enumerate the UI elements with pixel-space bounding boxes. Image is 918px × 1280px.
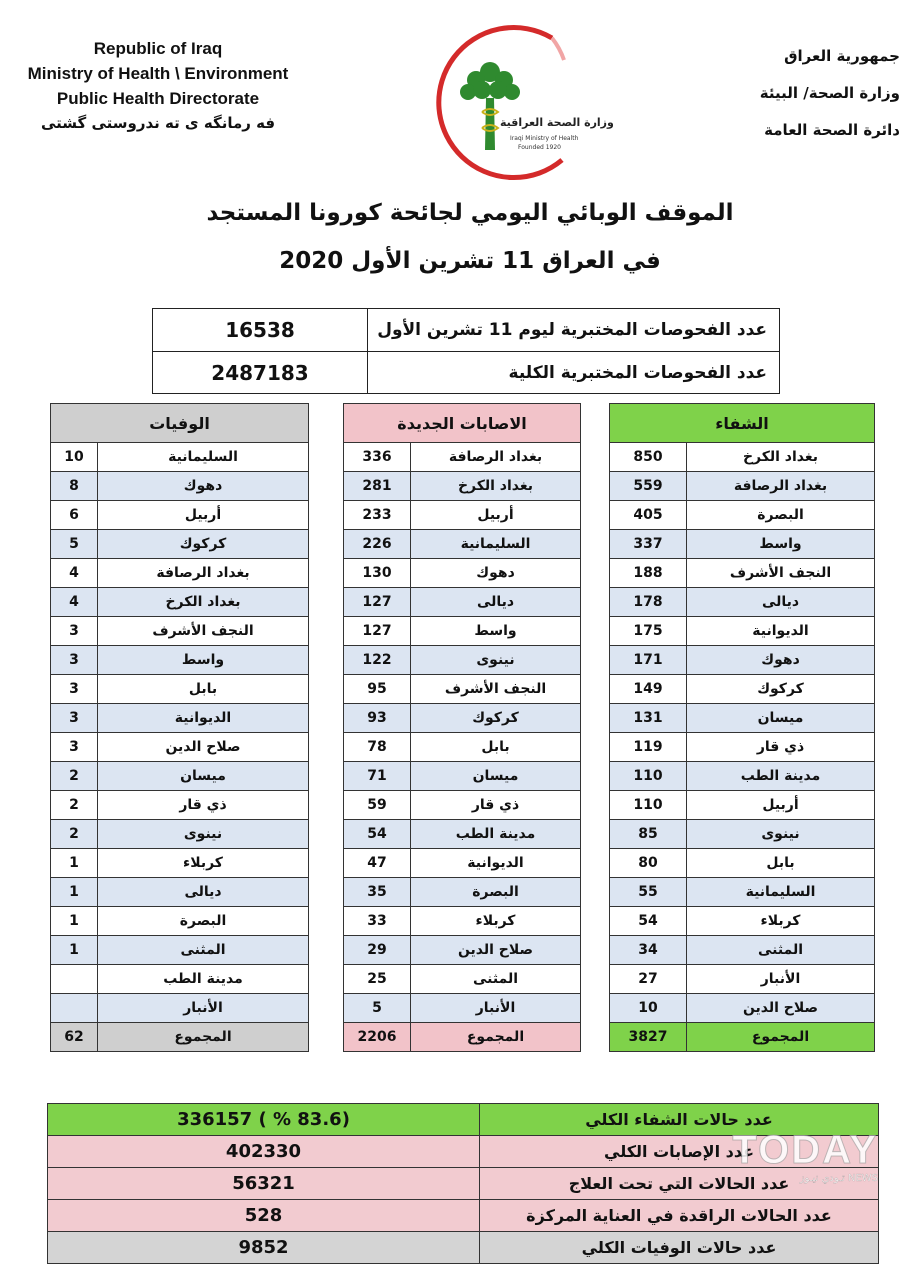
table-row bbox=[344, 472, 581, 501]
total-label: المجموع bbox=[687, 1023, 875, 1052]
summary-label: عدد حالات الوفيات الكلي bbox=[479, 1232, 878, 1263]
row-value: 5 bbox=[51, 530, 98, 559]
row-governorate: بغداد الكرخ bbox=[98, 588, 309, 617]
table-row bbox=[51, 965, 309, 994]
row-governorate: كركوك bbox=[687, 675, 875, 704]
header-en-line-3: Public Health Directorate bbox=[56, 89, 260, 108]
table-row bbox=[344, 762, 581, 791]
row-governorate: بغداد الرصافة bbox=[687, 472, 875, 501]
total-value: 3827 bbox=[610, 1023, 687, 1052]
row-governorate: النجف الأشرف bbox=[98, 617, 309, 646]
new-cases-table bbox=[343, 403, 581, 1052]
row-value: 71 bbox=[344, 762, 411, 791]
watermark-brand: TODAY bbox=[732, 1128, 878, 1172]
row-governorate: نينوى bbox=[98, 820, 309, 849]
row-value: 27 bbox=[610, 965, 687, 994]
row-value: 5 bbox=[344, 994, 411, 1023]
table-row bbox=[344, 733, 581, 762]
recovered-table-title: الشفاء bbox=[610, 404, 875, 443]
total-label: المجموع bbox=[411, 1023, 581, 1052]
row-governorate: دهوك bbox=[98, 472, 309, 501]
row-governorate: صلاح الدين bbox=[98, 733, 309, 762]
deaths-table-title: الوفيات bbox=[51, 404, 309, 443]
table-row bbox=[610, 530, 875, 559]
row-value: 178 bbox=[610, 588, 687, 617]
table-row bbox=[344, 530, 581, 559]
row-governorate: بغداد الرصافة bbox=[411, 443, 581, 472]
row-value: 3 bbox=[51, 704, 98, 733]
row-governorate: واسط bbox=[411, 617, 581, 646]
row-governorate: السليمانية bbox=[687, 878, 875, 907]
row-value: 1 bbox=[51, 878, 98, 907]
table-row bbox=[51, 791, 309, 820]
logo-text: وزارة الصحة العراقية bbox=[500, 116, 614, 129]
daily-tests-row bbox=[153, 309, 779, 351]
row-value: 34 bbox=[610, 936, 687, 965]
row-governorate: دهوك bbox=[687, 646, 875, 675]
total-tests-value: 2487183 bbox=[211, 361, 309, 385]
row-value bbox=[51, 965, 98, 994]
row-governorate: المثنى bbox=[687, 936, 875, 965]
table-row bbox=[344, 936, 581, 965]
table-row bbox=[344, 907, 581, 936]
row-governorate: بغداد الكرخ bbox=[411, 472, 581, 501]
header-ar-line-2: وزارة الصحة/ البيئة bbox=[759, 84, 900, 102]
summary-value: 528 bbox=[244, 1205, 283, 1226]
total-label: المجموع bbox=[98, 1023, 309, 1052]
row-value: 233 bbox=[344, 501, 411, 530]
arabic-header bbox=[680, 38, 900, 149]
row-governorate: النجف الأشرف bbox=[411, 675, 581, 704]
logo-subtext: Iraqi Ministry of Health bbox=[510, 135, 579, 142]
table-row bbox=[344, 849, 581, 878]
row-governorate: ذي قار bbox=[98, 791, 309, 820]
row-value: 78 bbox=[344, 733, 411, 762]
row-value: 119 bbox=[610, 733, 687, 762]
row-governorate: الأنبار bbox=[98, 994, 309, 1023]
row-value: 127 bbox=[344, 588, 411, 617]
table-row bbox=[610, 994, 875, 1023]
deaths-table bbox=[50, 403, 309, 1052]
page-title: الموقف الوبائي اليومي لجائحة كورونا المستجد bbox=[206, 200, 734, 226]
table-row bbox=[51, 704, 309, 733]
row-governorate: بابل bbox=[687, 849, 875, 878]
row-governorate: السليمانية bbox=[98, 443, 309, 472]
total-tests-row bbox=[153, 351, 779, 394]
table-row bbox=[51, 994, 309, 1023]
table-row bbox=[51, 559, 309, 588]
row-value: 54 bbox=[610, 907, 687, 936]
row-value: 127 bbox=[344, 617, 411, 646]
row-value: 2 bbox=[51, 762, 98, 791]
table-row bbox=[344, 994, 581, 1023]
logo-year: Founded 1920 bbox=[518, 144, 561, 151]
total-value: 62 bbox=[51, 1023, 98, 1052]
row-governorate: أربيل bbox=[687, 791, 875, 820]
table-row bbox=[51, 443, 309, 472]
row-governorate: المثنى bbox=[98, 936, 309, 965]
row-value: 59 bbox=[344, 791, 411, 820]
table-row bbox=[344, 617, 581, 646]
row-value: 3 bbox=[51, 733, 98, 762]
row-governorate: ديالى bbox=[687, 588, 875, 617]
summary-label: عدد الحالات الراقدة في العناية المركزة bbox=[479, 1200, 878, 1231]
summary-row bbox=[48, 1231, 878, 1263]
summary-value: 9852 bbox=[238, 1237, 289, 1258]
row-value: 4 bbox=[51, 559, 98, 588]
row-governorate: البصرة bbox=[687, 501, 875, 530]
row-value: 54 bbox=[344, 820, 411, 849]
total-row bbox=[51, 1023, 309, 1052]
row-governorate: بابل bbox=[98, 675, 309, 704]
row-value: 35 bbox=[344, 878, 411, 907]
row-value: 95 bbox=[344, 675, 411, 704]
summary-label: عدد الحالات التي تحت العلاج bbox=[479, 1168, 878, 1199]
row-value: 85 bbox=[610, 820, 687, 849]
table-row bbox=[610, 907, 875, 936]
summary-value: 56321 bbox=[232, 1173, 295, 1194]
row-governorate: البصرة bbox=[411, 878, 581, 907]
row-value: 1 bbox=[51, 936, 98, 965]
row-value: 3 bbox=[51, 617, 98, 646]
table-row bbox=[51, 936, 309, 965]
table-row bbox=[344, 559, 581, 588]
summary-value: (83.6 % ) 336157 bbox=[177, 1109, 350, 1130]
table-row bbox=[610, 617, 875, 646]
table-row bbox=[610, 762, 875, 791]
row-governorate: واسط bbox=[687, 530, 875, 559]
row-value: 93 bbox=[344, 704, 411, 733]
row-governorate: ذي قار bbox=[411, 791, 581, 820]
row-value: 175 bbox=[610, 617, 687, 646]
total-row bbox=[610, 1023, 875, 1052]
row-value: 337 bbox=[610, 530, 687, 559]
row-governorate: نينوى bbox=[411, 646, 581, 675]
table-row bbox=[610, 443, 875, 472]
row-value: 149 bbox=[610, 675, 687, 704]
header-ar-line-1: جمهورية العراق bbox=[784, 47, 900, 65]
row-value: 6 bbox=[51, 501, 98, 530]
row-governorate: النجف الأشرف bbox=[687, 559, 875, 588]
table-row bbox=[344, 646, 581, 675]
table-row bbox=[51, 646, 309, 675]
row-value: 10 bbox=[51, 443, 98, 472]
row-governorate: أربيل bbox=[98, 501, 309, 530]
daily-tests-value: 16538 bbox=[225, 318, 295, 342]
row-value bbox=[51, 994, 98, 1023]
table-row bbox=[610, 791, 875, 820]
row-governorate: البصرة bbox=[98, 907, 309, 936]
row-value: 29 bbox=[344, 936, 411, 965]
row-governorate: مدينة الطب bbox=[687, 762, 875, 791]
row-governorate: مدينة الطب bbox=[98, 965, 309, 994]
total-row bbox=[344, 1023, 581, 1052]
header-en-line-2: Ministry of Health \ Environment bbox=[27, 64, 289, 83]
table-row bbox=[51, 762, 309, 791]
row-value: 10 bbox=[610, 994, 687, 1023]
row-value: 8 bbox=[51, 472, 98, 501]
lab-tests-box bbox=[152, 308, 780, 394]
summary-value: 402330 bbox=[225, 1141, 302, 1162]
row-governorate: صلاح الدين bbox=[411, 936, 581, 965]
table-row bbox=[610, 704, 875, 733]
watermark-sub: تـودي نيـوز NEWS bbox=[799, 1173, 878, 1184]
header-en-line-1: Republic of Iraq bbox=[93, 39, 223, 58]
row-governorate: كربلاء bbox=[687, 907, 875, 936]
row-governorate: كركوك bbox=[98, 530, 309, 559]
table-row bbox=[51, 675, 309, 704]
table-row bbox=[344, 878, 581, 907]
table-row bbox=[610, 733, 875, 762]
table-row bbox=[344, 791, 581, 820]
row-governorate: ديالى bbox=[98, 878, 309, 907]
row-governorate: المثنى bbox=[411, 965, 581, 994]
row-value: 405 bbox=[610, 501, 687, 530]
row-governorate: الديوانية bbox=[687, 617, 875, 646]
table-row bbox=[610, 936, 875, 965]
row-governorate: ميسان bbox=[687, 704, 875, 733]
row-governorate: مدينة الطب bbox=[411, 820, 581, 849]
row-value: 1 bbox=[51, 849, 98, 878]
row-governorate: نينوى bbox=[687, 820, 875, 849]
summary-row bbox=[48, 1199, 878, 1231]
table-row bbox=[51, 907, 309, 936]
daily-tests-label: عدد الفحوصات المختبرية ليوم 11 تشرين الأول bbox=[367, 309, 779, 351]
row-value: 1 bbox=[51, 907, 98, 936]
row-value: 55 bbox=[610, 878, 687, 907]
row-value: 122 bbox=[344, 646, 411, 675]
table-row bbox=[610, 965, 875, 994]
table-row bbox=[51, 588, 309, 617]
table-row bbox=[610, 820, 875, 849]
row-governorate: ميسان bbox=[98, 762, 309, 791]
row-value: 47 bbox=[344, 849, 411, 878]
row-value: 559 bbox=[610, 472, 687, 501]
total-value: 2206 bbox=[344, 1023, 411, 1052]
row-value: 110 bbox=[610, 791, 687, 820]
table-row bbox=[344, 443, 581, 472]
recovered-table bbox=[609, 403, 875, 1052]
today-news-watermark bbox=[698, 1128, 878, 1198]
table-row bbox=[51, 849, 309, 878]
row-governorate: صلاح الدين bbox=[687, 994, 875, 1023]
summary-label: عدد حالات الشفاء الكلي bbox=[479, 1104, 878, 1135]
row-governorate: الأنبار bbox=[411, 994, 581, 1023]
header-ar-line-3: دائرة الصحة العامة bbox=[764, 121, 900, 139]
table-row bbox=[610, 559, 875, 588]
summary-label: عدد الإصابات الكلي bbox=[479, 1136, 878, 1167]
row-governorate: الديوانية bbox=[411, 849, 581, 878]
row-value: 3 bbox=[51, 646, 98, 675]
table-row bbox=[610, 588, 875, 617]
row-value: 188 bbox=[610, 559, 687, 588]
table-row bbox=[51, 617, 309, 646]
header-kurdish-line: فه رمانگه ی ته ندروستی گشتی bbox=[40, 114, 276, 132]
table-row bbox=[344, 501, 581, 530]
english-header bbox=[8, 36, 308, 136]
row-value: 336 bbox=[344, 443, 411, 472]
row-value: 131 bbox=[610, 704, 687, 733]
row-value: 2 bbox=[51, 791, 98, 820]
row-governorate: بغداد الكرخ bbox=[687, 443, 875, 472]
table-row bbox=[51, 472, 309, 501]
row-value: 110 bbox=[610, 762, 687, 791]
total-tests-label: عدد الفحوصات المختبرية الكلية bbox=[367, 352, 779, 394]
row-governorate: الأنبار bbox=[687, 965, 875, 994]
table-row bbox=[344, 675, 581, 704]
table-row bbox=[51, 878, 309, 907]
row-value: 2 bbox=[51, 820, 98, 849]
row-governorate: بابل bbox=[411, 733, 581, 762]
row-governorate: ميسان bbox=[411, 762, 581, 791]
row-value: 4 bbox=[51, 588, 98, 617]
row-governorate: كربلاء bbox=[98, 849, 309, 878]
row-governorate: ذي قار bbox=[687, 733, 875, 762]
row-value: 25 bbox=[344, 965, 411, 994]
row-value: 130 bbox=[344, 559, 411, 588]
row-governorate: السليمانية bbox=[411, 530, 581, 559]
ministry-logo bbox=[412, 20, 614, 175]
row-value: 80 bbox=[610, 849, 687, 878]
table-row bbox=[610, 878, 875, 907]
row-value: 850 bbox=[610, 443, 687, 472]
row-value: 3 bbox=[51, 675, 98, 704]
table-row bbox=[610, 501, 875, 530]
row-governorate: دهوك bbox=[411, 559, 581, 588]
table-row bbox=[610, 472, 875, 501]
table-row bbox=[610, 675, 875, 704]
row-governorate: كركوك bbox=[411, 704, 581, 733]
row-governorate: بغداد الرصافة bbox=[98, 559, 309, 588]
table-row bbox=[610, 849, 875, 878]
page-subtitle: في العراق 11 تشرين الأول 2020 bbox=[279, 248, 661, 274]
row-governorate: الديوانية bbox=[98, 704, 309, 733]
table-row bbox=[344, 704, 581, 733]
row-governorate: أربيل bbox=[411, 501, 581, 530]
new-cases-table-title: الاصابات الجديدة bbox=[344, 404, 581, 443]
table-row bbox=[344, 820, 581, 849]
row-value: 226 bbox=[344, 530, 411, 559]
table-row bbox=[51, 820, 309, 849]
row-value: 281 bbox=[344, 472, 411, 501]
table-row bbox=[51, 530, 309, 559]
table-row bbox=[344, 965, 581, 994]
row-value: 171 bbox=[610, 646, 687, 675]
table-row bbox=[51, 501, 309, 530]
row-governorate: كربلاء bbox=[411, 907, 581, 936]
row-governorate: ديالى bbox=[411, 588, 581, 617]
row-governorate: واسط bbox=[98, 646, 309, 675]
table-row bbox=[610, 646, 875, 675]
table-row bbox=[344, 588, 581, 617]
table-row bbox=[51, 733, 309, 762]
row-value: 33 bbox=[344, 907, 411, 936]
logo-emblem-icon bbox=[412, 20, 614, 175]
